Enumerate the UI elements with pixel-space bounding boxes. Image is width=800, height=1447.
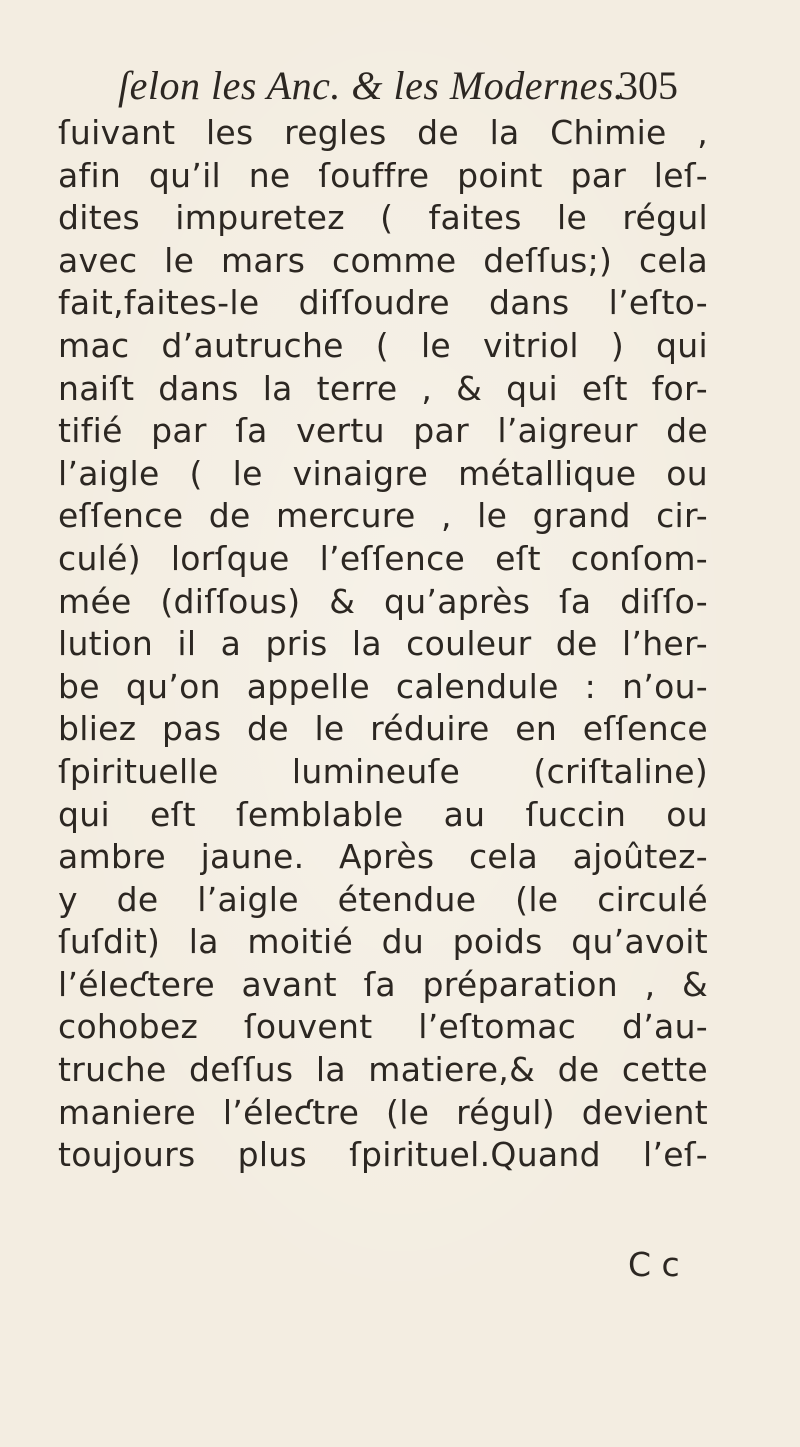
text-line: ſuivant les regles de la Chimie , — [58, 113, 708, 152]
text-line: l’éleƈtere avant ſa préparation , & — [58, 964, 708, 1004]
text-line: ſuſdit) la moitié du poids qu’avoit — [58, 922, 708, 962]
text-line: ambre jaune. Après cela ajoûtez- — [58, 837, 708, 877]
page-header — [118, 62, 678, 114]
body-text — [58, 112, 708, 1177]
text-line: culé) lorſque l’eſſence eſt conſom- — [58, 538, 708, 578]
page-number: 305 — [618, 63, 678, 108]
text-line: lution il a pris la couleur de l’her- — [58, 624, 708, 664]
text-line: bliez pas de le réduire en eſſence — [58, 709, 708, 749]
text-line: be qu’on appelle calendule : n’ou- — [58, 666, 708, 706]
text-line: y de l’aigle étendue (le circulé — [58, 879, 708, 919]
text-line: afin qu’il ne ſouffre point par leſ- — [58, 155, 708, 195]
text-line: dites impuretez ( faites le régul — [58, 198, 708, 238]
text-line: maniere l’éleƈtre (le régul) devient — [58, 1092, 708, 1132]
text-line: avec le mars comme deſſus;) cela — [58, 240, 708, 280]
text-line: mée (diſſous) & qu’après ſa diſſo- — [58, 581, 708, 621]
running-title: ſelon les Anc. & les Modernes. — [118, 63, 625, 108]
text-line: toujours plus ſpirituel.Quand l’eſ- — [58, 1135, 708, 1175]
text-line: fait,faites-le diſſoudre dans l’eſto- — [58, 283, 708, 323]
text-line: truche deſſus la matiere,& de cette — [58, 1050, 708, 1090]
text-line: ſpirituelle lumineuſe (criſtaline) — [58, 751, 708, 791]
text-line: l’aigle ( le vinaigre métallique ou — [58, 453, 708, 493]
text-line: qui eſt ſemblable au ſuccin ou — [58, 794, 708, 834]
catchword: C c — [628, 1245, 680, 1284]
text-line: cohobez ſouvent l’eſtomac d’au- — [58, 1007, 708, 1047]
text-line: naiſt dans la terre , & qui eſt for- — [58, 368, 708, 408]
text-line: tifié par ſa vertu par l’aigreur de — [58, 411, 708, 451]
text-line: mac d’autruche ( le vitriol ) qui — [58, 325, 708, 365]
text-line: eſſence de mercure , le grand cir- — [58, 496, 708, 536]
